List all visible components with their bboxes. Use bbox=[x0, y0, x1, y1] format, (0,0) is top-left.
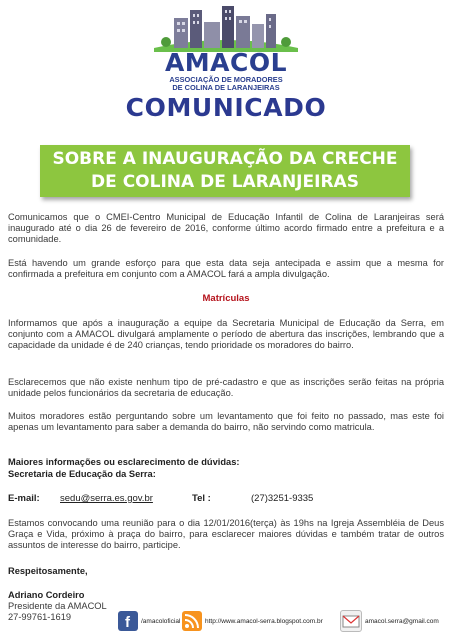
facebook-label: /amacoloficial bbox=[141, 617, 181, 625]
info-line2: Secretaria de Educação da Serra: bbox=[8, 469, 156, 479]
contact-row bbox=[8, 493, 444, 505]
tel-label: Tel : bbox=[192, 493, 211, 504]
rss-icon bbox=[182, 611, 202, 631]
footer-links bbox=[118, 610, 448, 632]
paragraph-meeting: Estamos convocando uma reunião para o dia 12/01/2016(terça) às 19hs na Igreja Assembléia de Deus Graça e Vida, próximo à praça do bairro, para esclarecer maiores dúvidas e também tratar de outros assuntos de interesse do bairro, participe. bbox=[8, 518, 444, 551]
signature-role: Presidente da AMACOL bbox=[8, 601, 107, 611]
email-label: E-mail: bbox=[8, 493, 40, 504]
paragraph-inauguration: Comunicamos que o CMEI-Centro Municipal de Educação Infantil de Colina de Laranjeiras será inaugurado até o dia 26 de fevereiro de 2016, conforme último acordo firmado entre a prefeitura e a comunidade. bbox=[8, 212, 444, 245]
email-footer-label: amacol.serra@gmail.com bbox=[365, 617, 439, 625]
logo-subtitle-line2: DE COLINA DE LARANJEIRAS bbox=[172, 83, 280, 92]
signature-closing: Respeitosamente, bbox=[8, 566, 88, 576]
signature-name: Adriano Cordeiro bbox=[8, 590, 85, 600]
email-link[interactable]: sedu@serra.es.gov.br bbox=[60, 493, 153, 504]
signature-phone: 27-99761-1619 bbox=[8, 612, 72, 622]
envelope-icon bbox=[340, 610, 362, 632]
footer-facebook[interactable] bbox=[118, 610, 180, 632]
footer-email[interactable] bbox=[340, 610, 439, 632]
section-heading-matriculas: Matrículas bbox=[202, 293, 250, 304]
headline-banner bbox=[40, 145, 410, 197]
blog-label: http://www.amacol-serra.blogspot.com.br bbox=[205, 617, 323, 625]
info-line1: Maiores informações ou esclarecimento de dúvidas: bbox=[8, 457, 240, 467]
amacol-logo bbox=[140, 4, 312, 96]
banner-line2: DE COLINA DE LARANJEIRAS bbox=[91, 172, 359, 192]
tel-value: (27)3251-9335 bbox=[251, 493, 314, 504]
paragraph-no-preregistration: Esclarecemos que não existe nenhum tipo de pré-cadastro e que as inscrições serão feitas na própria unidade pelos funcionários da secretaria de educação. bbox=[8, 377, 444, 399]
paragraph-registration: Informamos que após a inauguração a equipe da Secretaria Municipal de Educação da Serra, em conjunto com a AMACOL divulgará amplamente o período de abertura das inscrições, lembrando que a capacidade da unidade é de 240 crianças, tendo prioridade os moradores do bairro. bbox=[8, 318, 444, 351]
logo-name: AMACOL bbox=[164, 48, 288, 77]
paragraph-survey: Muitos moradores estão perguntando sobre um levantamento que foi feito no passado, mas este foi apenas um levantamento para saber a demanda do bairro, não servindo como matricula. bbox=[8, 411, 444, 433]
facebook-icon bbox=[118, 611, 138, 631]
page-title: COMUNICADO bbox=[125, 93, 327, 122]
banner-line1: SOBRE A INAUGURAÇÃO DA CRECHE bbox=[52, 149, 398, 169]
paragraph-effort: Está havendo um grande esforço para que esta data seja antecipada e assim que a mesma for confirmada a prefeitura em conjunto com a AMACOL fará a ampla divulgação. bbox=[8, 258, 444, 280]
logo-subtitle-line1: ASSOCIAÇÃO DE MORADORES bbox=[169, 75, 283, 84]
svg-text:f: f bbox=[125, 614, 130, 631]
footer-blog[interactable] bbox=[182, 610, 323, 632]
